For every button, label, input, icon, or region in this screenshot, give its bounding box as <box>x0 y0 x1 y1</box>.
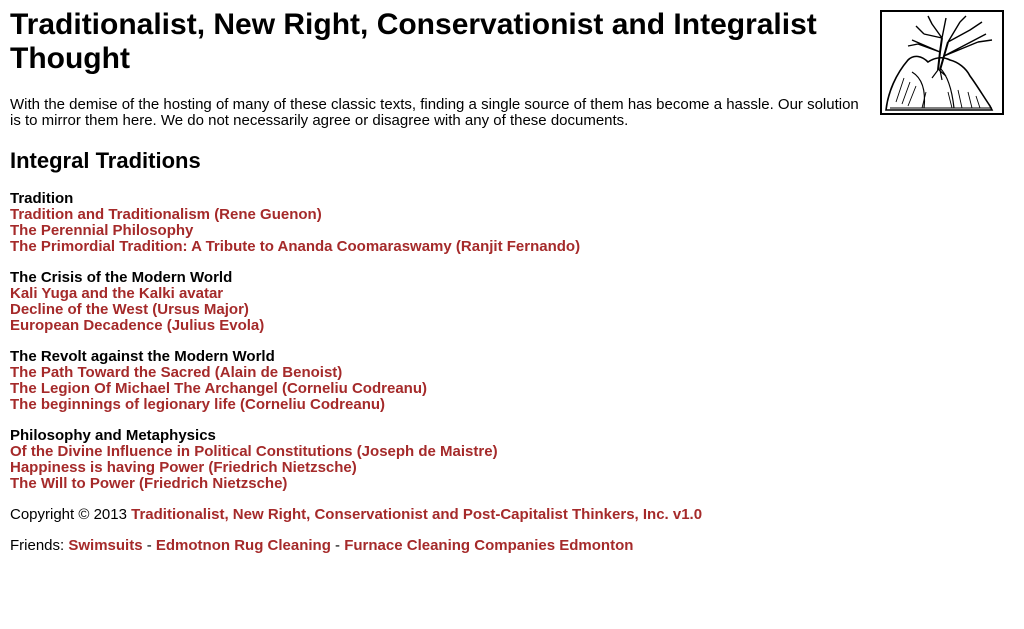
document-link[interactable]: The Path Toward the Sacred (Alain de Benoist) <box>10 364 343 381</box>
friends-line <box>10 538 633 554</box>
uprooted-tree-on-rock-icon <box>882 12 1002 113</box>
section-tradition <box>10 191 870 255</box>
document-link[interactable]: European Decadence (Julius Evola) <box>10 317 265 334</box>
page-title: Traditionalist, New Right, Conservationist and Integralist Thought <box>10 8 817 75</box>
document-link[interactable]: The Legion Of Michael The Archangel (Corneliu Codreanu) <box>10 380 427 397</box>
document-link[interactable]: The Perennial Philosophy <box>10 222 194 239</box>
document-link[interactable]: Happiness is having Power (Friedrich Nietzsche) <box>10 459 357 476</box>
copyright-line <box>10 507 702 523</box>
document-link[interactable]: The Primordial Tradition: A Tribute to Ananda Coomaraswamy (Ranjit Fernando) <box>10 238 581 255</box>
document-link[interactable]: The Will to Power (Friedrich Nietzsche) <box>10 475 288 492</box>
document-link[interactable]: Kali Yuga and the Kalki avatar <box>10 285 224 302</box>
separator: - <box>146 537 152 554</box>
section-title: The Crisis of the Modern World <box>10 269 233 286</box>
document-link[interactable]: Decline of the West (Ursus Major) <box>10 301 249 318</box>
section-revolt-modern-world <box>10 349 870 413</box>
section-title: Philosophy and Metaphysics <box>10 427 216 444</box>
friend-link-swimsuits[interactable]: Swimsuits <box>68 537 143 554</box>
friends-label: Friends: <box>10 537 65 554</box>
separator: - <box>335 537 341 554</box>
section-crisis-modern-world <box>10 270 870 334</box>
copyright-text: Copyright © 2013 <box>10 506 127 523</box>
friend-link-rug-cleaning[interactable]: Edmotnon Rug Cleaning <box>155 537 331 554</box>
section-title: Tradition <box>10 190 74 207</box>
intro-text: With the demise of the hosting of many of these classic texts, finding a single source of them has become a hassle. Our solution is to mirror them here. We do not necessarily agree or disagree with any of these documents. <box>10 96 859 129</box>
document-link[interactable]: The beginnings of legionary life (Corneliu Codreanu) <box>10 396 386 413</box>
logo <box>880 10 1004 115</box>
section-philosophy-metaphysics <box>10 428 870 492</box>
friend-link-furnace-cleaning[interactable]: Furnace Cleaning Companies Edmonton <box>344 537 634 554</box>
section-title: The Revolt against the Modern World <box>10 348 275 365</box>
document-link[interactable]: Tradition and Traditionalism (Rene Guenon) <box>10 206 322 223</box>
sections-list <box>10 191 870 507</box>
document-link[interactable]: Of the Divine Influence in Political Constitutions (Joseph de Maistre) <box>10 443 498 460</box>
copyright-link[interactable]: Traditionalist, New Right, Conservationist and Post-Capitalist Thinkers, Inc. v1.0 <box>131 506 703 523</box>
section-heading: Integral Traditions <box>10 148 201 173</box>
